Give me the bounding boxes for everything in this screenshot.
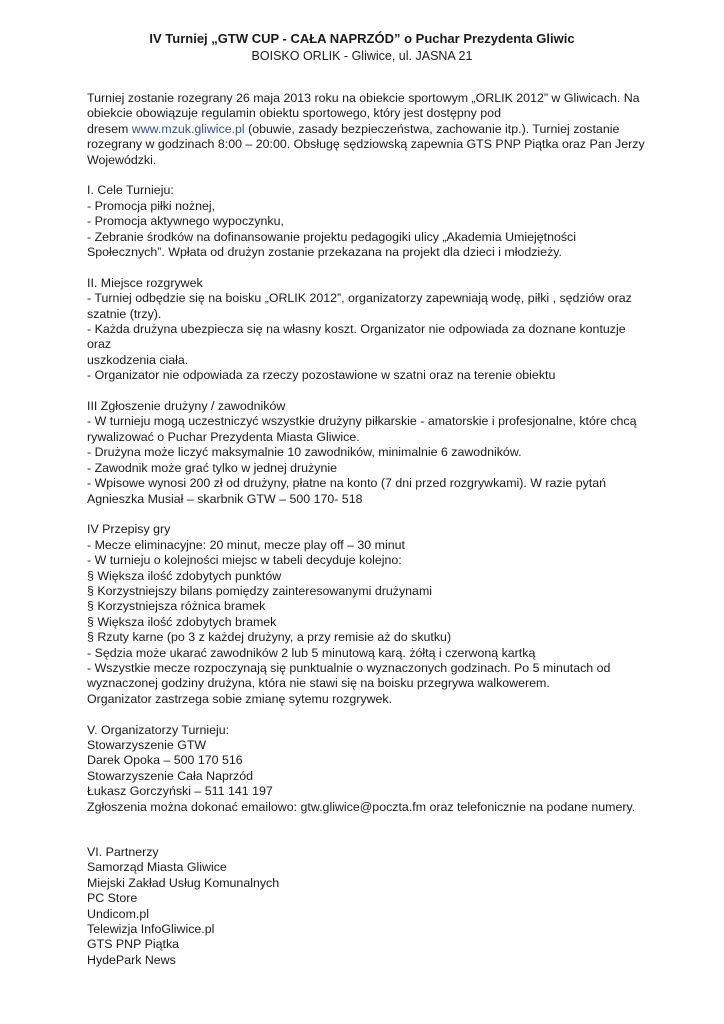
text-line: Telewizja InfoGliwice.pl	[87, 922, 215, 937]
text-line: wyznaczonej godziny drużyna, która nie stawi się na boisku przegrywa walkowerem.	[87, 676, 550, 691]
section-registration	[87, 399, 647, 507]
text-line: uszkodzenia ciała.	[87, 352, 189, 367]
text-line: rozegrany w godzinach 8:00 – 20:00. Obsługę sędziowską zapewnia GTS PNP Piątka oraz Pan Jerzy	[87, 137, 645, 152]
text-line: Turniej zostanie rozegrany 26 maja 2013 roku na obiekcie sportowym „ORLIK 2012” w Gliwicach. Na	[87, 91, 640, 105]
text-line: § Większa ilość zdobytych punktów	[87, 568, 282, 583]
website-link[interactable]: www.mzuk.gliwice.pl	[131, 121, 245, 136]
text-line: - W turnieju o kolejności miejsc w tabeli decyduje kolejno:	[87, 553, 402, 568]
text-line: - Turniej odbędzie się na boisku „ORLIK 2012”, organizatorzy zapewniają wodę, piłki , sędziów oraz	[87, 291, 632, 306]
text-line: GTS PNP Piątka	[87, 937, 180, 952]
section-heading: I. Cele Turnieju:	[87, 183, 174, 198]
text-fragment: (obuwie, zasady bezpieczeństwa, zachowanie itp.). Turniej zostanie	[244, 121, 620, 136]
text-line: Wojewódzki.	[87, 152, 157, 167]
section-heading: V. Organizatorzy Turnieju:	[87, 722, 230, 737]
text-fragment: dresem	[87, 121, 132, 136]
document-title: IV Turniej „GTW CUP - CAŁA NAPRZÓD” o Puchar Prezydenta Gliwic	[149, 31, 575, 46]
document-subtitle: BOISKO ORLIK - Gliwice, ul. JASNA 21	[251, 49, 473, 63]
text-line: Organizator zastrzega sobie zmianę sytemu rozgrywek.	[87, 691, 393, 706]
text-line: § Korzystniejszy bilans pomiędzy zainteresowanymi drużynami	[87, 583, 433, 598]
section-heading: II. Miejsce rozgrywek	[87, 275, 203, 290]
text-line: - Mecze eliminacyjne: 20 minut, mecze play off – 30 minut	[87, 537, 405, 552]
text-line: Samorząd Miasta Gliwice	[87, 860, 227, 875]
text-line: § Rzuty karne (po 3 z każdej drużyny, a przy remisie aż do skutku)	[87, 630, 452, 645]
text-line: szatnie (trzy).	[87, 306, 162, 321]
text-line: § Większa ilość zdobytych bramek	[87, 614, 277, 629]
text-line: HydePark News	[87, 952, 176, 967]
text-line: - W turnieju mogą uczestniczyć wszystkie drużyny piłkarskie - amatorskie i profesjonalne, które chcą	[87, 414, 637, 429]
sections-container	[87, 183, 647, 968]
text-line: Darek Opoka – 500 170 516	[87, 753, 243, 768]
text-line: Zgłoszenia można dokonać emailowo: gtw.gliwice@poczta.fm oraz telefonicznie na podane numery.	[87, 799, 636, 814]
text-line: - Organizator nie odpowiada za rzeczy pozostawione w szatni oraz na terenie obiektu	[87, 368, 556, 383]
text-line: - Zebranie środków na dofinansowanie projektu pedagogiki ulicy „Akademia Umiejętności	[87, 229, 577, 244]
text-line: - Wszystkie mecze rozpoczynają się punktualnie o wyznaczonych godzinach. Po 5 minutach od	[87, 660, 611, 675]
section-rules	[87, 522, 647, 707]
text-line: Miejski Zakład Usług Komunalnych	[87, 875, 280, 890]
text-line	[87, 122, 647, 137]
section-heading: III Zgłoszenie drużyny / zawodników	[87, 399, 286, 414]
text-line: obiekcie obowiązuje regulamin obiektu sportowego, który jest dostępny pod	[87, 106, 501, 121]
section-heading: VI. Partnerzy	[87, 845, 159, 860]
text-line: rywalizować o Puchar Prezydenta Miasta Gliwice.	[87, 429, 360, 444]
section-heading: IV Przepisy gry	[87, 522, 171, 537]
text-line: § Korzystniejsza różnica bramek	[87, 599, 266, 614]
text-line: Stowarzyszenie GTW	[87, 737, 207, 752]
text-line: - Każda drużyna ubezpiecza się na własny koszt. Organizator nie odpowiada za doznane kontuzje oraz	[87, 322, 626, 352]
text-line: Społecznych”. Wpłata od drużyn zostanie przekazana na projekt dla dzieci i młodzieży.	[87, 245, 562, 260]
text-line: - Wpisowe wynosi 200 zł od drużyny, płatne na konto (7 dni przed rozgrywkami). W razie pytań	[87, 476, 607, 491]
intro-paragraph	[87, 91, 647, 168]
section-venue	[87, 276, 647, 384]
document-body	[87, 91, 647, 968]
section-organizers	[87, 723, 647, 815]
section-partners	[87, 845, 647, 968]
text-line: - Sędzia może ukarać zawodników 2 lub 5 minutową karą. żółtą i czerwoną kartką	[87, 645, 536, 660]
text-line: PC Store	[87, 891, 138, 906]
text-line: Łukasz Gorczyński – 511 141 197	[87, 784, 273, 799]
section-goals	[87, 183, 647, 260]
text-line: - Drużyna może liczyć maksymalnie 10 zawodników, minimalnie 6 zawodników.	[87, 445, 522, 460]
text-line: - Promocja piłki nożnej,	[87, 198, 216, 213]
text-line: - Promocja aktywnego wypoczynku,	[87, 214, 284, 229]
text-line: Agnieszka Musiał – skarbnik GTW – 500 170- 518	[87, 491, 363, 506]
text-line: Undicom.pl	[87, 906, 149, 921]
text-line: - Zawodnik może grać tylko w jednej drużynie	[87, 460, 337, 475]
text-line: Stowarzyszenie Cała Naprzód	[87, 768, 253, 783]
